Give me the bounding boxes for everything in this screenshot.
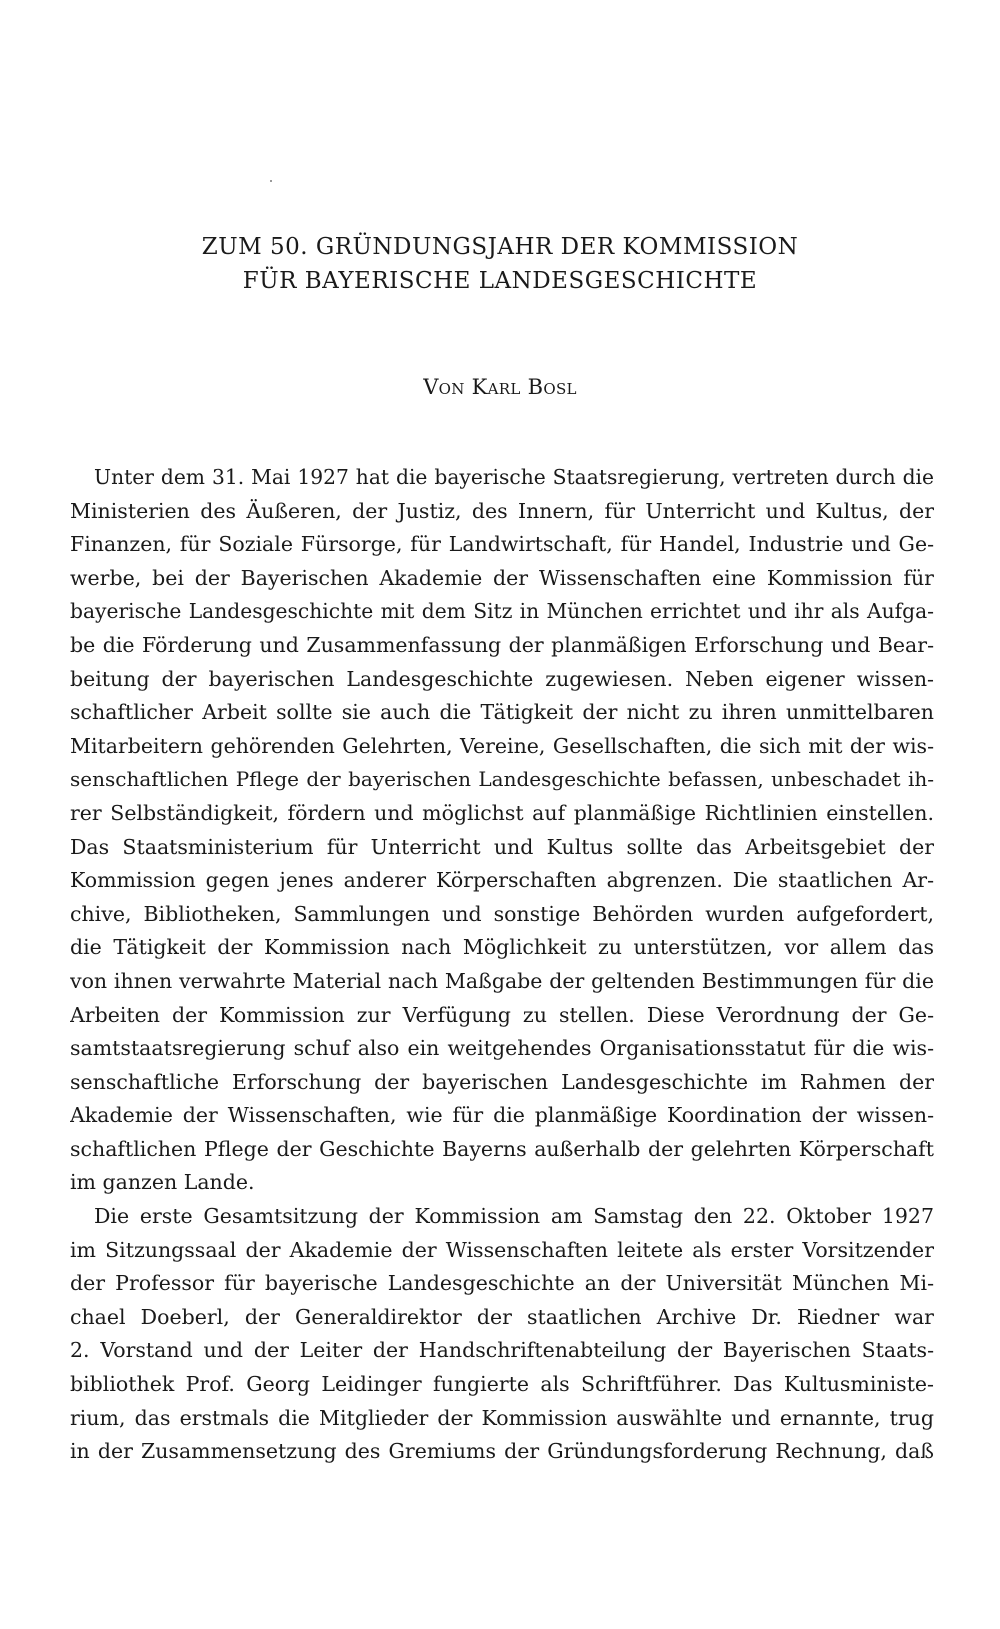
text-line: beitung der bayerischen Landesgeschichte zugewiesen. Neben eigener wissen- [70,666,934,691]
scan-speck [270,180,272,182]
author-byline: Von Karl Bosl [423,375,577,399]
text-line: bibliothek Prof. Georg Leidinger fungierte als Schriftführer. Das Kultusministe- [70,1372,934,1397]
text-line: 2. Vorstand und der Leiter der Handschriftenabteilung der Bayerischen Staats- [70,1338,934,1363]
text-line: Das Staatsministerium für Unterricht und Kultus sollte das Arbeitsgebiet der [70,834,934,859]
text-line: Arbeiten der Kommission zur Verfügung zu stellen. Diese Verordnung der Ge- [70,1002,934,1027]
text-line: senschaftliche Erforschung der bayerischen Landesgeschichte im Rahmen der [70,1069,934,1094]
text-line: Akademie der Wissenschaften, wie für die planmäßige Koordination der wissen- [70,1103,934,1128]
text-line: chive, Bibliotheken, Sammlungen und sonstige Behörden wurden aufgefordert, [70,901,934,926]
text-line: der Professor für bayerische Landesgeschichte an der Universität München Mi- [70,1271,934,1296]
text-line: im Sitzungssaal der Akademie der Wissenschaften leitete als erster Vorsitzender [70,1237,934,1262]
text-line: von ihnen verwahrte Material nach Maßgabe der geltenden Bestimmungen für die [70,968,934,993]
text-line: samtstaatsregierung schuf also ein weitgehendes Organisationsstatut für die wis- [70,1036,934,1061]
title-line: ZUM 50. GRÜNDUNGSJAHR DER KOMMISSION [201,234,799,260]
text-line: bayerische Landesgeschichte mit dem Sitz in München errichtet und ihr als Aufga- [70,599,934,624]
text-line: Ministerien des Äußeren, der Justiz, des Innern, für Unterricht und Kultus, der [70,498,934,523]
text-line: be die Förderung und Zusammenfassung der planmäßigen Erforschung und Bear- [70,632,934,657]
text-line: Die erste Gesamtsitzung der Kommission am Samstag den 22. Oktober 1927 [94,1204,934,1229]
text-line: die Tätigkeit der Kommission nach Möglichkeit zu unterstützen, vor allem das [70,935,934,960]
text-line: Mitarbeitern gehörenden Gelehrten, Vereine, Gesellschaften, die sich mit der wis- [70,733,934,758]
text-line: in der Zusammensetzung des Gremiums der Gründungsforderung Rechnung, daß [70,1439,934,1464]
text-line: chael Doeberl, der Generaldirektor der staatlichen Archive Dr. Riedner war [70,1304,934,1329]
text-line: rium, das erstmals die Mitglieder der Kommission auswählte und ernannte, trug [70,1405,934,1430]
body-text [70,461,934,1469]
text-line: schaftlicher Arbeit sollte sie auch die Tätigkeit der nicht zu ihren unmittelbaren [70,700,934,725]
text-line: schaftlichen Pflege der Geschichte Bayerns außerhalb der gelehrten Körperschaft [70,1136,934,1161]
text-line: rer Selbständigkeit, fördern und möglichst auf planmäßige Richtlinien einstellen. [70,800,934,825]
text-line: Finanzen, für Soziale Fürsorge, für Landwirtschaft, für Handel, Industrie und Ge- [70,532,934,557]
text-line: senschaftlichen Pflege der bayerischen Landesgeschichte befassen, unbeschadet ih- [70,767,934,792]
text-line: Unter dem 31. Mai 1927 hat die bayerische Staatsregierung, vertreten durch die [94,465,934,489]
text-line: im ganzen Lande. [70,1170,255,1195]
title-line: FÜR BAYERISCHE LANDESGESCHICHTE [242,268,758,294]
text-line: werbe, bei der Bayerischen Akademie der Wissenschaften eine Kommission für [70,565,934,590]
article-title [0,230,1000,298]
text-line: Kommission gegen jenes anderer Körperschaften abgrenzen. Die staatlichen Ar- [70,868,934,893]
